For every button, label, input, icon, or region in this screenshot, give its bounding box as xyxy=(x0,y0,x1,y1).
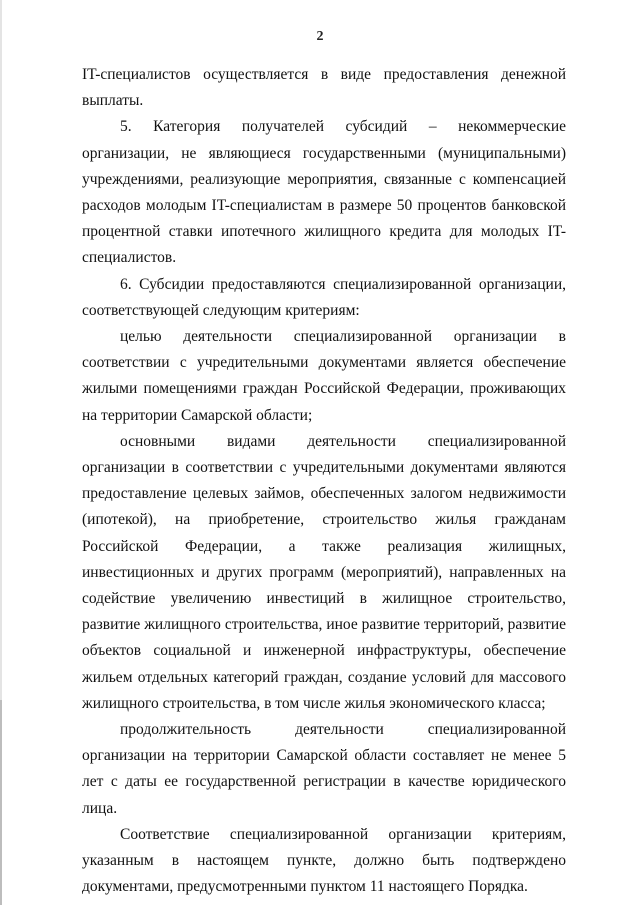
paragraph-criterion-duration: продолжительность деятельности специализированной организации на территории Самарской области составляет не менее 5 лет с даты ее государственной регистрации в качестве юридического лица. xyxy=(82,721,566,817)
paragraph-criterion-purpose: целью деятельности специализированной организации в соответствии с учредительными документами является обеспечение жилыми помещениями граждан Российской Федерации, проживающих на территории Самарской области; xyxy=(82,328,566,424)
paragraph-item-6: 6. Субсидии предоставляются специализированной организации, соответствующей следующим критериям: xyxy=(82,275,566,319)
page-number: 2 xyxy=(316,29,324,44)
paragraph-continuation: IT-специалистов осуществляется в виде предоставления денежной выплаты. xyxy=(82,66,566,110)
document-body xyxy=(82,62,566,901)
paragraph-criterion-activities: основными видами деятельности специализированной организации в соответствии с учредительными документами являются предоставление целевых займов, обеспеченных залогом недвижимости (ипотекой), на приобретение, строительство жилья гражданам Российской Федерации, а также реализация жилищных, инвестиционных и других программ (мероприятий), направленных на содействие увеличению инвестиций в жилищное строительство, развитие жилищного строительства, иное развитие территорий, развитие объектов социальной и инженерной инфраструктуры, обеспечение жильем отдельных категорий граждан, создание условий для массового жилищного строительства, в том числе жилья экономического класса; xyxy=(82,432,566,712)
scan-edge-shadow xyxy=(0,700,2,905)
paragraph-compliance: Соответствие специализированной организации критериям, указанным в настоящем пункте, должно быть подтверждено документами, предусмотренными пунктом 11 настоящего Порядка. xyxy=(82,825,566,896)
paragraph-item-5: 5. Категория получателей субсидий – некоммерческие организации, не являющиеся государственными (муниципальными) учреждениями, реализующие мероприятия, связанные с компенсацией расходов молодым IT-специалистам в размере 50 процентов банковской процентной ставки ипотечного жилищного кредита для молодых IT-специалистов. xyxy=(82,118,566,267)
